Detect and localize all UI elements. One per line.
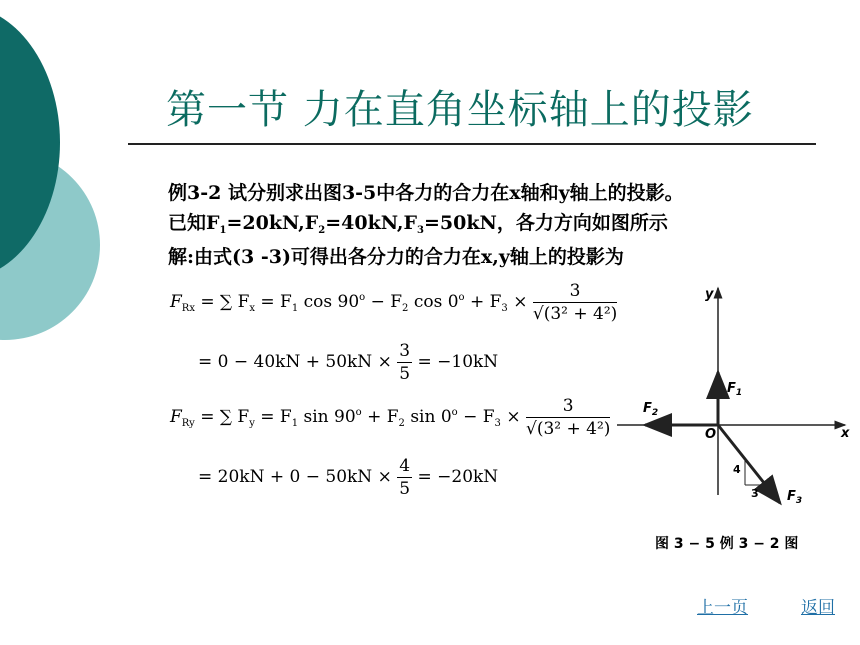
back-link[interactable]: 返回: [801, 598, 835, 618]
prev-page-link[interactable]: 上一页: [697, 598, 748, 618]
force-diagram: [605, 280, 855, 525]
problem-line-2: 已知$F_1=20kN,F_2=40kN,F_3=50kN$，各力方向如图所示: [168, 212, 668, 236]
origin-label: O: [705, 427, 717, 442]
y-axis-label: y: [705, 287, 714, 302]
fraction: $\frac{3}{\text{√(3² + 4²)}}$: [525, 396, 611, 439]
f2-label: $F_2$: [643, 401, 659, 418]
f3-label: $F_3$: [787, 489, 803, 506]
equation-fy: $F_{Ry}$ = ∑ $F_y = F_1$ $\sin 90^o + F_2$ $\sin 0^o - F_3$ × $\frac{3}{\text{√(3² + 4²)}}$: [170, 396, 611, 439]
solution-line: 解:由式(3 -3)可得出各分力的合力在x,y轴上的投影为: [168, 246, 624, 268]
title-divider: [128, 143, 816, 145]
figure-caption: 图 3 − 5 例 3 − 2 图: [655, 536, 799, 552]
problem-line-1: 例3-2 试分别求出图3-5中各力的合力在x轴和y轴上的投影。: [168, 182, 684, 204]
triangle-leg-3-label: 3: [751, 487, 759, 500]
fraction: $\frac{3}{\text{√(3² + 4²)}}$: [532, 281, 618, 324]
page-title: 第一节 力在直角坐标轴上的投影: [166, 87, 754, 133]
fraction: $\frac{3}{5}$: [399, 341, 411, 384]
equation-fy-step2: = 20kN + 0 − 50kN × $\frac{4}{5}$ = −20kN: [198, 456, 499, 499]
f1-label: $F_1$: [727, 381, 743, 398]
fraction: $\frac{4}{5}$: [399, 456, 411, 499]
triangle-leg-4-label: 4: [733, 463, 741, 476]
x-axis-label: x: [841, 426, 850, 441]
equation-fx-step2: = 0 − 40kN + 50kN × $\frac{3}{5}$ = −10kN: [198, 341, 499, 384]
force-f3-arrow: [718, 425, 780, 503]
equation-fx: $F_{Rx}$ = ∑ $F_x = F_1$ $\cos 90^o - F_2$ $\cos 0^o + F_3$ × $\frac{3}{\text{√(3² + 4²)}}$: [170, 281, 618, 324]
